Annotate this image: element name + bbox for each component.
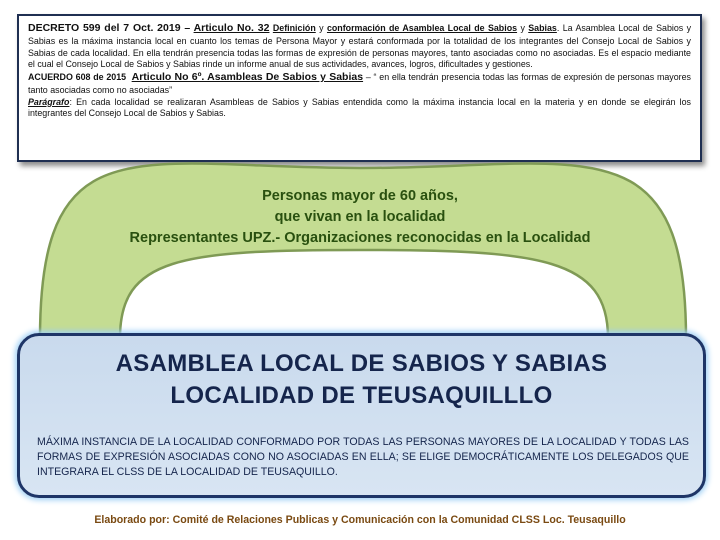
assembly-title-line1: ASAMBLEA LOCAL DE SABIOS Y SABIAS	[115, 350, 608, 377]
decree-conjunction: y	[319, 23, 324, 33]
decree-sabias: Sabias	[528, 23, 557, 33]
paragraph-label: Parágrafo	[28, 96, 70, 107]
arch-line-age: Personas mayor de 60 años,	[262, 188, 458, 204]
agreement-text: – “ en ella tendrán presencia todas las formas de expresión de personas mayores tanto asociadas como no asociadas”	[28, 72, 691, 95]
decree-article: Articulo No. 32	[193, 22, 270, 34]
decree-definition: Definición	[272, 23, 316, 33]
assembly-description: MÁXIMA INSTANCIA DE LA LOCALIDAD CONFORMADO POR TODAS LAS PERSONAS MAYORES DE LA LOCALIDAD Y TODAS LAS FORMAS DE EXPRESIÓN ASOCIADAS CONO NO ASOCIADAS EN ELLA; SE ELIGE DEMOCRÁTICAMENTE LOS DELEGADOS QUE INTEGRARA EL CLSS DE LA LOCALIDAD DE TEUSAQUILLO.	[37, 436, 689, 478]
paragraph-text: : En cada localidad se realizaran Asambleas de Sabios y Sabias entendida como la máxima instancia local en la materia y en donde se elegirán los integrantes del Consejo Local de Sabios y Sabias.	[28, 96, 691, 119]
arch-participants	[80, 186, 640, 249]
footer-credit: Elaborado por: Comité de Relaciones Publicas y Comunicación con la Comunidad CLSS Loc. Teusaquillo	[94, 514, 626, 526]
decree-text: . La Asamblea Local de Sabios y Sabias es la máxima instancia local en cuanto los temas de Persona Mayor y estará conformada por la totalidad de los integrantes del Consejo Local de Sabios y Sabias de cada localidad. En ella tendrán presencia todas las formas de expresión de personas mayores, tanto asociadas como no asociadas. Es el espacio mediante el cual el Consejo Local de Sabios y Sabias rinde un informe anual de sus actividades, avances, logros, dificultades y gestiones.	[28, 23, 692, 70]
decree-conjunction-2: y	[520, 23, 525, 33]
decree-conformation: conformación de Asamblea Local de Sabios	[326, 23, 518, 33]
agreement-article: Articulo No 6º. Asambleas De Sabios y Sabias	[131, 71, 364, 84]
arch-line-representatives: Representantes UPZ.- Organizaciones reconocidas en la Localidad	[129, 230, 591, 246]
arch-line-residence: que vivan en la localidad	[274, 209, 446, 225]
assembly-box	[17, 333, 706, 498]
assembly-title-line2: LOCALIDAD DE TEUSAQUILLLO	[170, 382, 553, 409]
decree-heading: DECRETO 599 del 7 Oct. 2019 –	[28, 22, 191, 34]
agreement-heading: ACUERDO 608 de 2015	[28, 72, 127, 83]
assembly-title	[20, 348, 703, 412]
